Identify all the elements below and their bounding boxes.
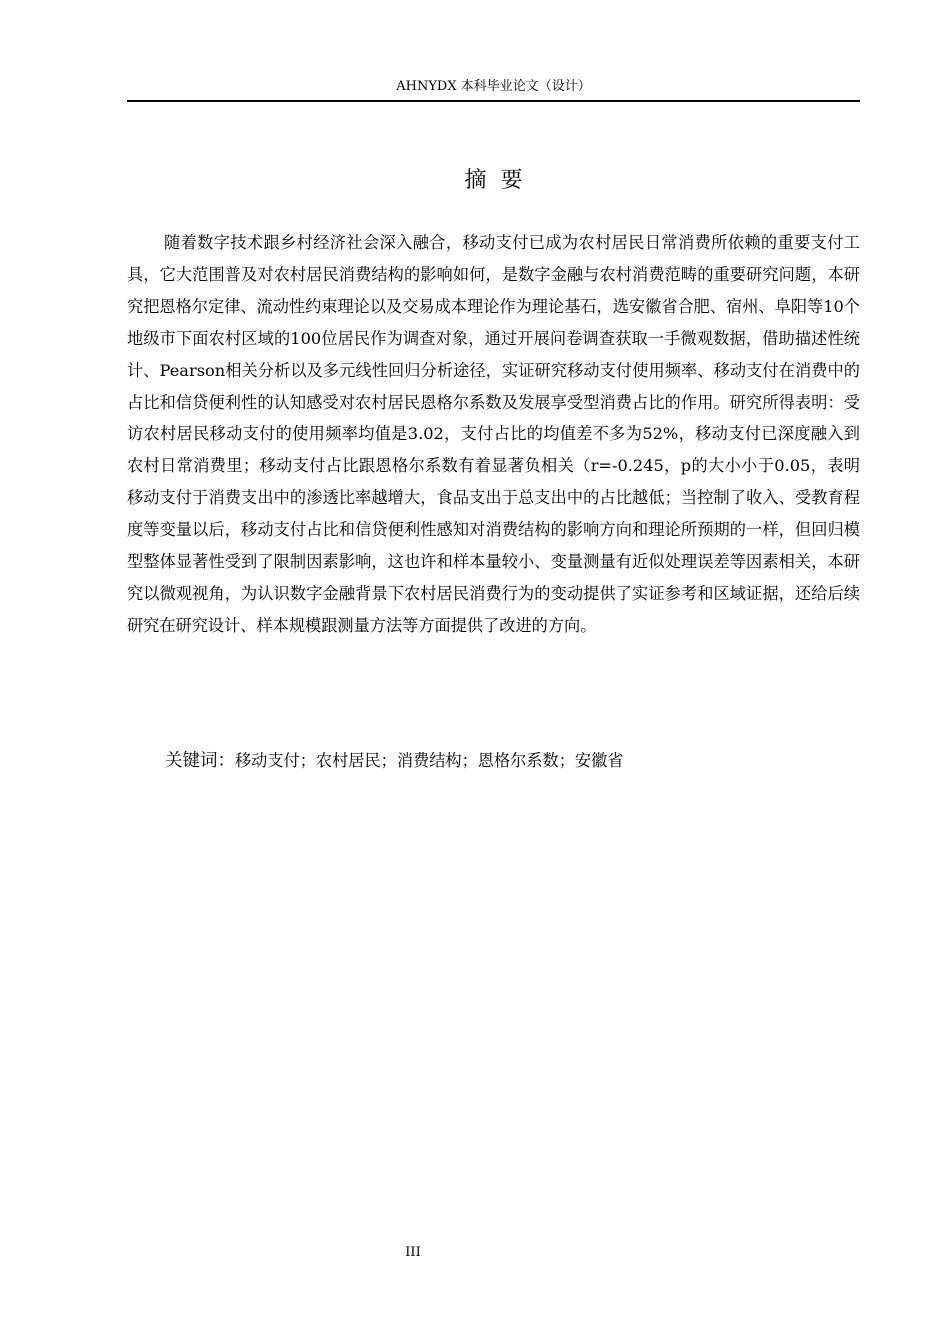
keywords-label: 关键词： [165, 751, 235, 771]
running-header: AHNYDX 本科毕业论文（设计） [396, 79, 591, 94]
page-number: III [405, 1245, 421, 1260]
abstract-body: 随着数字技术跟乡村经济社会深入融合，移动支付已成为农村居民日常消费所依赖的重要支付工具，它大范围普及对农村居民消费结构的影响如何，是数字金融与农村消费范畴的重要研究问题，本研究把恩格尔定律、流动性约束理论以及交易成本理论作为理论基石，选安徽省合肥、宿州、阜阳等10个地级市下面农村区域的100位居民作为调查对象，通过开展问卷调查获取一手微观数据，借助描述性统计、Pearson相关分析以及多元线性回归分析途径，实证研究移动支付使用频率、移动支付在消费中的占比和信贷便利性的认知感受对农村居民恩格尔系数及发展享受型消费占比的作用。研究所得表明：受访农村居民移动支付的使用频率均值是3.02，支付占比的均值差不多为52%，移动支付已深度融入到农村日常消费里；移动支付占比跟恩格尔系数有着显著负相关（r=-0.245，p的大小小于0.05，表明移动支付于消费支出中的渗透比率越增大，食品支出于总支出中的占比越低；当控制了收入、受教育程度等变量以后，移动支付占比和信贷便利性感知对消费结构的影响方向和理论所预期的一样，但回归模型整体显著性受到了限制因素影响，这也许和样本量较小、变量测量有近似处理误差等因素相关，本研究以微观视角，为认识数字金融背景下农村居民消费行为的变动提供了实证参考和区域证据，还给后续研究在研究设计、样本规模跟测量方法等方面提供了改进的方向。 [127, 233, 860, 635]
abstract-title: 摘要 [464, 168, 537, 193]
keywords-text: 移动支付；农村居民；消费结构；恩格尔系数；安徽省 [235, 751, 624, 770]
keywords-line [165, 746, 860, 776]
header-rule [127, 100, 860, 102]
